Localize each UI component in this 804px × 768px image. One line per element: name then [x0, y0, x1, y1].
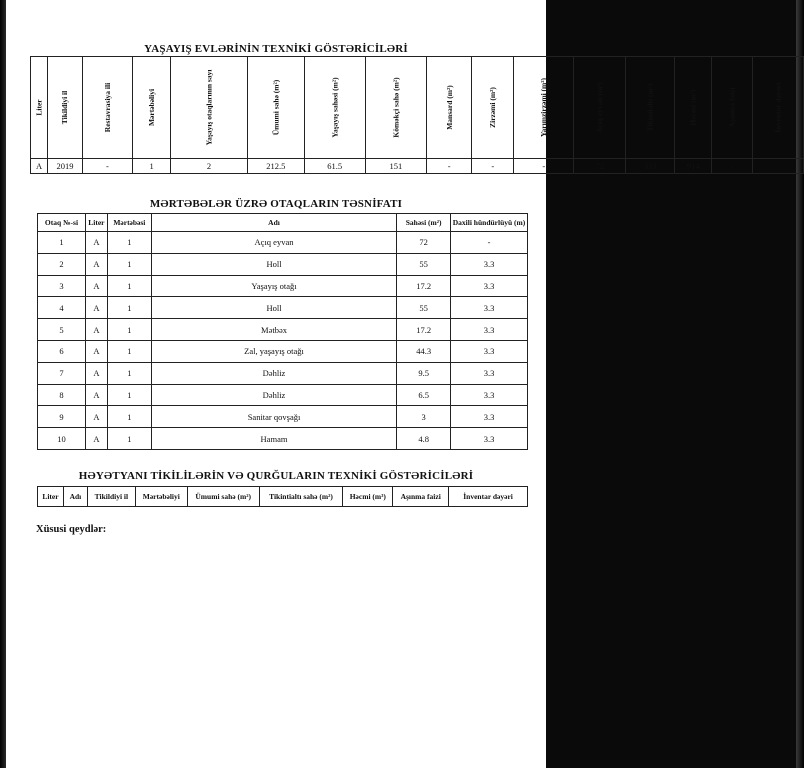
table-cell: 17.2	[397, 275, 451, 297]
table-cell: 1	[133, 159, 171, 174]
table-cell: 1	[107, 275, 151, 297]
table-cell: 212.5	[247, 159, 304, 174]
column-header	[514, 57, 574, 159]
table-row	[38, 319, 528, 341]
table-cell: Hamam	[151, 428, 396, 450]
table-cell: 1	[107, 340, 151, 362]
table-cell: Dəhliz	[151, 362, 396, 384]
table-cell: 3.3	[451, 297, 528, 319]
column-header-label: Tikintialtı (m²)	[645, 83, 655, 132]
column-header: Sahəsi (m²)	[397, 214, 451, 232]
table-cell: 1	[107, 232, 151, 254]
column-header: Liter	[85, 214, 107, 232]
table-cell: -	[451, 232, 528, 254]
column-header	[247, 57, 304, 159]
special-notes-label: Xüsusi qeydlər:	[36, 524, 107, 535]
table-cell: 6	[38, 340, 86, 362]
table-cell: A	[85, 319, 107, 341]
column-header: Mərtəbəliyi	[135, 487, 187, 507]
table-cell: Yaşayış otağı	[151, 275, 396, 297]
table-cell: 72	[574, 159, 626, 174]
document-page	[6, 0, 783, 768]
table-cell: 3.3	[451, 406, 528, 428]
table-cell: 61.5	[304, 159, 365, 174]
column-header	[171, 57, 248, 159]
table-cell: -	[472, 159, 514, 174]
column-header-label: Yaşayış otaqlarının sayı	[204, 69, 214, 146]
column-header: Aşınma faizi	[393, 487, 449, 507]
table-cell: 1	[38, 232, 86, 254]
column-header	[675, 57, 712, 159]
column-header-label: Restavrasiya ili	[102, 82, 112, 133]
column-header-label: Yarımzirzəmi (m²)	[539, 77, 549, 138]
column-header	[304, 57, 365, 159]
column-header: Adı	[151, 214, 396, 232]
table-row	[38, 406, 528, 428]
column-header-label: Yaşayış sahəsi (m²)	[330, 77, 340, 138]
table-cell: A	[85, 340, 107, 362]
table-cell: 5	[38, 319, 86, 341]
table-cell: Zal, yaşayış otağı	[151, 340, 396, 362]
table-cell: 72	[397, 232, 451, 254]
table-cell: 6.5	[397, 384, 451, 406]
residential-tech-table	[30, 56, 804, 174]
table-cell: 3.3	[451, 275, 528, 297]
table-cell: 2	[38, 253, 86, 275]
column-header	[472, 57, 514, 159]
table-cell: 3.3	[451, 362, 528, 384]
table-cell: 1	[107, 362, 151, 384]
table-cell: A	[85, 297, 107, 319]
column-header	[365, 57, 426, 159]
table-cell: Mətbəx	[151, 319, 396, 341]
outbuildings-header-row	[38, 487, 528, 507]
column-header	[31, 57, 48, 159]
table-cell: 333	[626, 159, 675, 174]
section1-title: YAŞAYIŞ EVLƏRİNİN TEXNİKİ GÖSTƏRİCİLƏRİ	[144, 43, 408, 55]
column-header: Daxili hündürlüyü (m)	[451, 214, 528, 232]
column-header-label: Açıq eyvan (m²)	[595, 82, 605, 133]
table-row	[31, 159, 804, 174]
table-cell: 3.3	[451, 340, 528, 362]
table-cell: 7	[38, 362, 86, 384]
column-header-label: Mərtəbəliyi	[147, 88, 157, 127]
table-cell: 1	[107, 384, 151, 406]
table-cell: A	[85, 232, 107, 254]
table-row	[38, 428, 528, 450]
table-row	[38, 297, 528, 319]
column-header-label: Köməkçi sahə (m²)	[391, 77, 401, 138]
table-cell: -	[753, 159, 804, 174]
table-cell: A	[85, 253, 107, 275]
table-cell: 3.3	[451, 428, 528, 450]
table-cell: 3.3	[451, 253, 528, 275]
table-cell: 17.2	[397, 319, 451, 341]
column-header: Ümumi sahə (m²)	[187, 487, 259, 507]
table-cell: -	[426, 159, 472, 174]
table-cell: 55	[397, 253, 451, 275]
table-cell: 1	[107, 406, 151, 428]
table-cell: -	[514, 159, 574, 174]
column-header-label: Tikildiyi il	[60, 90, 70, 125]
column-header	[82, 57, 132, 159]
table-row	[38, 340, 528, 362]
table-cell: A	[85, 428, 107, 450]
table-cell: A	[85, 406, 107, 428]
table-cell: 1	[107, 297, 151, 319]
table-cell: 2019	[48, 159, 82, 174]
table-row	[38, 253, 528, 275]
table-cell: 914	[675, 159, 712, 174]
column-header-label: Həcmi (m³)	[688, 89, 698, 126]
table-cell: -	[712, 159, 753, 174]
residential-tech-header-row	[31, 57, 804, 159]
table-cell: 9.5	[397, 362, 451, 384]
table-row	[38, 362, 528, 384]
table-cell: Açıq eyvan	[151, 232, 396, 254]
table-cell: 3	[38, 275, 86, 297]
section3-title: HƏYƏTYANI TİKİLİLƏRİN VƏ QURĞULARIN TEXNİKİ GÖSTƏRİCİLƏRİ	[78, 470, 474, 482]
table-cell: 1	[107, 319, 151, 341]
table-row	[38, 384, 528, 406]
column-header: Həcmi (m³)	[343, 487, 393, 507]
outbuildings-table	[37, 486, 528, 507]
section2-title: MƏRTƏBƏLƏR ÜZRƏ OTAQLARIN TƏSNİFATI	[149, 198, 403, 210]
table-cell: A	[85, 275, 107, 297]
column-header: Tikintialtı sahə (m²)	[259, 487, 343, 507]
column-header: Mərtəbəsi	[107, 214, 151, 232]
table-cell: 4.8	[397, 428, 451, 450]
column-header: Adı	[63, 487, 87, 507]
table-cell: Holl	[151, 253, 396, 275]
column-header	[753, 57, 804, 159]
table-cell: 55	[397, 297, 451, 319]
table-row	[38, 275, 528, 297]
column-header: Otaq №-si	[38, 214, 86, 232]
column-header	[574, 57, 626, 159]
table-cell: 3.3	[451, 384, 528, 406]
column-header	[48, 57, 82, 159]
rooms-table	[37, 213, 528, 450]
table-cell: A	[31, 159, 48, 174]
table-cell: 3	[397, 406, 451, 428]
table-cell: 9	[38, 406, 86, 428]
rooms-header-row	[38, 214, 528, 232]
column-header-label: Mansard (m²)	[444, 85, 454, 130]
column-header-label: İnventar dəyəri	[773, 82, 783, 133]
table-cell: 1	[107, 253, 151, 275]
table-cell: 3.3	[451, 319, 528, 341]
table-row	[38, 232, 528, 254]
column-header: Liter	[38, 487, 64, 507]
column-header	[712, 57, 753, 159]
column-header-label: Zirzəmi (m²)	[488, 87, 498, 128]
table-cell: 151	[365, 159, 426, 174]
table-cell: A	[85, 362, 107, 384]
column-header: Tikildiyi il	[87, 487, 135, 507]
table-cell: Dəhliz	[151, 384, 396, 406]
table-cell: 44.3	[397, 340, 451, 362]
column-header	[626, 57, 675, 159]
column-header-label: Ümumi sahə (m²)	[271, 79, 281, 136]
table-cell: 8	[38, 384, 86, 406]
table-cell: 10	[38, 428, 86, 450]
column-header-label: Aşınma faizi	[727, 87, 737, 128]
table-cell: Sanitar qovşağı	[151, 406, 396, 428]
table-cell: 1	[107, 428, 151, 450]
table-cell: 4	[38, 297, 86, 319]
table-cell: A	[85, 384, 107, 406]
table-cell: 2	[171, 159, 248, 174]
column-header	[426, 57, 472, 159]
column-header: İnventar dəyəri	[449, 487, 528, 507]
table-cell: -	[82, 159, 132, 174]
column-header-label: Liter	[34, 99, 44, 116]
column-header	[133, 57, 171, 159]
table-cell: Holl	[151, 297, 396, 319]
